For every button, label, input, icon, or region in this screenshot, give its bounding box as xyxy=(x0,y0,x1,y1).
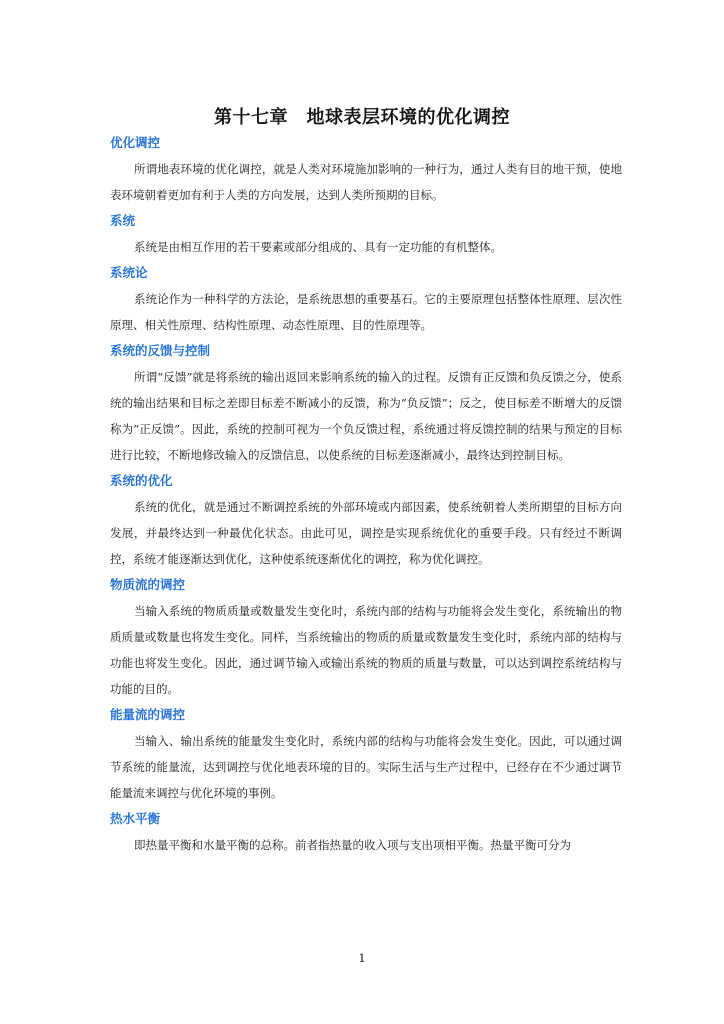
section-heading: 热水平衡 xyxy=(110,811,161,826)
section-paragraph: 系统是由相互作用的若干要素或部分组成的、具有一定功能的有机整体。 xyxy=(134,240,502,254)
section-system xyxy=(110,208,622,260)
section-paragraph: 所谓地表环境的优化调控，就是人类对环境施加影响的一种行为，通过人类有目的地干预，使地表环境朝着更加有利于人类的方向发展，达到人类所预期的目标。 xyxy=(110,162,622,202)
section-paragraph: 所谓“反馈”就是将系统的输出返回来影响系统的输入的过程。反馈有正反馈和负反馈之分，使系统的输出结果和目标之差即目标差不断减小的反馈，称为“负反馈”；反之，使目标差不断增大的反馈称为“正反馈”。因此，系统的控制可视为一个负反馈过程，系统通过将反馈控制的结果与预定的目标进行比较，不断地修改输入的反馈信息，以使系统的目标差逐渐减小，最终达到控制目标。 xyxy=(110,370,622,462)
section-optimization-control xyxy=(110,130,622,208)
page-number: 1 xyxy=(358,952,366,965)
section-heading: 系统的反馈与控制 xyxy=(110,343,211,358)
section-paragraph: 当输入、输出系统的能量发生变化时，系统内部的结构与功能将会发生变化。因此，可以通过调节系统的能量流，达到调控与优化地表环境的目的。实际生活与生产过程中，已经存在不少通过调节能量流来调控与优化环境的事例。 xyxy=(110,734,622,800)
section-energy-flow xyxy=(110,702,622,806)
section-heading: 系统论 xyxy=(110,265,148,280)
section-paragraph: 当输入系统的物质质量或数量发生变化时，系统内部的结构与功能将会发生变化，系统输出的物质质量或数量也将发生变化。同样，当系统输出的物质的质量或数量发生变化时，系统内部的结构与功能也将发生变化。因此，通过调节输入或输出系统的物质的质量与数量，可以达到调控系统结构与功能的目的。 xyxy=(110,604,622,696)
section-material-flow xyxy=(110,572,622,702)
chapter-title: 第十七章 地球表层环境的优化调控 xyxy=(214,107,510,128)
section-heading: 系统 xyxy=(110,213,136,228)
section-feedback-control xyxy=(110,338,622,468)
section-heading: 系统的优化 xyxy=(110,473,173,488)
section-paragraph: 系统的优化，就是通过不断调控系统的外部环境或内部因素，使系统朝着人类所期望的目标方向发展，并最终达到一种最优化状态。由此可见，调控是实现系统优化的重要手段。只有经过不断调控，系统才能逐渐达到优化，这种使系统逐渐优化的调控，称为优化调控。 xyxy=(110,500,622,566)
section-systems-theory xyxy=(110,260,622,338)
section-paragraph: 即热量平衡和水量平衡的总称。前者指热量的收入项与支出项相平衡。热量平衡可分为 xyxy=(134,838,571,852)
section-heading: 能量流的调控 xyxy=(110,707,186,722)
section-heading: 优化调控 xyxy=(110,135,161,150)
section-heat-water-balance xyxy=(110,806,622,858)
section-system-optimization xyxy=(110,468,622,572)
document-body xyxy=(110,130,622,858)
section-heading: 物质流的调控 xyxy=(110,577,186,592)
section-paragraph: 系统论作为一种科学的方法论，是系统思想的重要基石。它的主要原理包括整体性原理、层次性原理、相关性原理、结构性原理、动态性原理、目的性原理等。 xyxy=(110,292,622,332)
